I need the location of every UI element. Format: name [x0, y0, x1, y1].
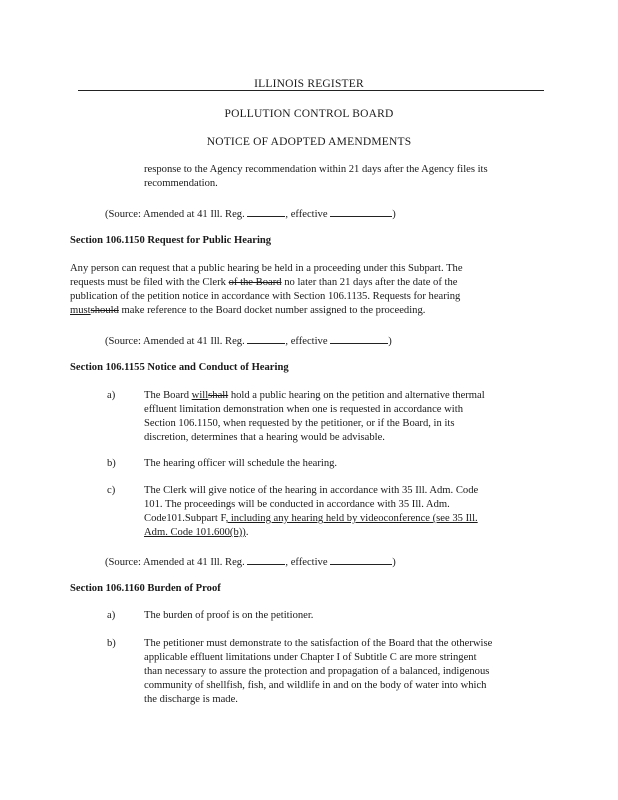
paragraph-line: Any person can request that a public hearing be held in a proceeding under this Subpart. The — [70, 263, 463, 274]
item-label: a) — [107, 610, 116, 621]
header-rule — [78, 90, 544, 91]
blank-line — [247, 333, 285, 344]
item-line: discretion, determines that a hearing would be advisable. — [144, 432, 385, 443]
text-run: make reference to the Board docket number assigned to the proceeding. — [118, 305, 426, 316]
text-run: The Board — [144, 390, 192, 401]
source-effective: , effective — [285, 209, 328, 220]
item-label: b) — [107, 638, 116, 649]
source-close: ) — [388, 336, 392, 347]
source-close: ) — [392, 557, 396, 568]
source-effective: , effective — [285, 557, 328, 568]
continuation-line: response to the Agency recommendation within 21 days after the Agency files its — [144, 164, 488, 175]
blank-line — [330, 333, 388, 344]
item-line: The petitioner must demonstrate to the satisfaction of the Board that the otherwise — [144, 638, 493, 649]
paragraph-line — [70, 304, 425, 319]
section-heading: Section 106.1155 Notice and Conduct of Hearing — [70, 362, 289, 373]
source-note — [105, 333, 392, 350]
inserted-text: Adm. Code 101.600(b)) — [144, 527, 246, 538]
text-run: requests must be filed with the Clerk — [70, 277, 229, 288]
paragraph-line: publication of the petition notice in accordance with Section 106.1135. Requests for hearing — [70, 291, 461, 302]
item-line: effluent limitation demonstration when one is requested in accordance with — [144, 404, 463, 415]
struck-text: of the Board — [228, 277, 282, 288]
inserted-text: , including any hearing held by videoconference (see 35 Ill. — [225, 513, 478, 524]
item-line: The Clerk will give notice of the hearing in accordance with 35 Ill. Adm. Code — [144, 485, 479, 496]
source-note — [105, 206, 396, 223]
source-note — [105, 554, 396, 571]
source-prefix: (Source: Amended at 41 Ill. Reg. — [105, 557, 245, 568]
paragraph-line — [70, 276, 457, 291]
item-line: the discharge is made. — [144, 694, 238, 705]
item-line: The hearing officer will schedule the hearing. — [144, 458, 338, 469]
item-line — [144, 389, 485, 404]
source-close: ) — [392, 209, 396, 220]
blank-line — [247, 554, 285, 565]
item-line — [144, 512, 478, 527]
blank-line — [330, 554, 392, 565]
item-line — [144, 526, 248, 541]
board-title: POLLUTION CONTROL BOARD — [224, 108, 394, 120]
item-line: 101. The proceedings will be conducted in accordance with 35 Ill. Adm. — [144, 499, 450, 510]
section-heading: Section 106.1160 Burden of Proof — [70, 583, 221, 594]
blank-line — [330, 206, 392, 217]
inserted-text: will — [191, 390, 209, 401]
register-title: ILLINOIS REGISTER — [254, 78, 364, 90]
item-label: c) — [107, 485, 116, 496]
continuation-line: recommendation. — [144, 178, 218, 189]
struck-text: should — [90, 305, 119, 316]
item-label: b) — [107, 458, 116, 469]
source-prefix: (Source: Amended at 41 Ill. Reg. — [105, 209, 245, 220]
inserted-text: must — [70, 305, 91, 316]
item-line: The burden of proof is on the petitioner. — [144, 610, 314, 621]
text-run: no later than 21 days after the date of the — [281, 277, 458, 288]
section-heading: Section 106.1150 Request for Public Hearing — [70, 235, 272, 246]
source-prefix: (Source: Amended at 41 Ill. Reg. — [105, 336, 245, 347]
source-effective: , effective — [285, 336, 328, 347]
blank-line — [247, 206, 285, 217]
text-run: hold a public hearing on the petition and alternative thermal — [228, 390, 485, 401]
struck-text: shall — [208, 390, 229, 401]
item-line: Section 106.1150, when requested by the petitioner, or if the Board, in its — [144, 418, 455, 429]
item-label: a) — [107, 390, 116, 401]
item-line: than necessary to assure the protection and propagation of a balanced, indigenous — [144, 666, 490, 677]
text-run: Code101.Subpart F — [144, 513, 226, 524]
notice-title: NOTICE OF ADOPTED AMENDMENTS — [206, 136, 412, 148]
text-run: . — [245, 527, 249, 538]
item-line: applicable effluent limitations under Chapter I of Subtitle C are more stringent — [144, 652, 477, 663]
item-line: community of shellfish, fish, and wildlife in and on the body of water into which — [144, 680, 487, 691]
